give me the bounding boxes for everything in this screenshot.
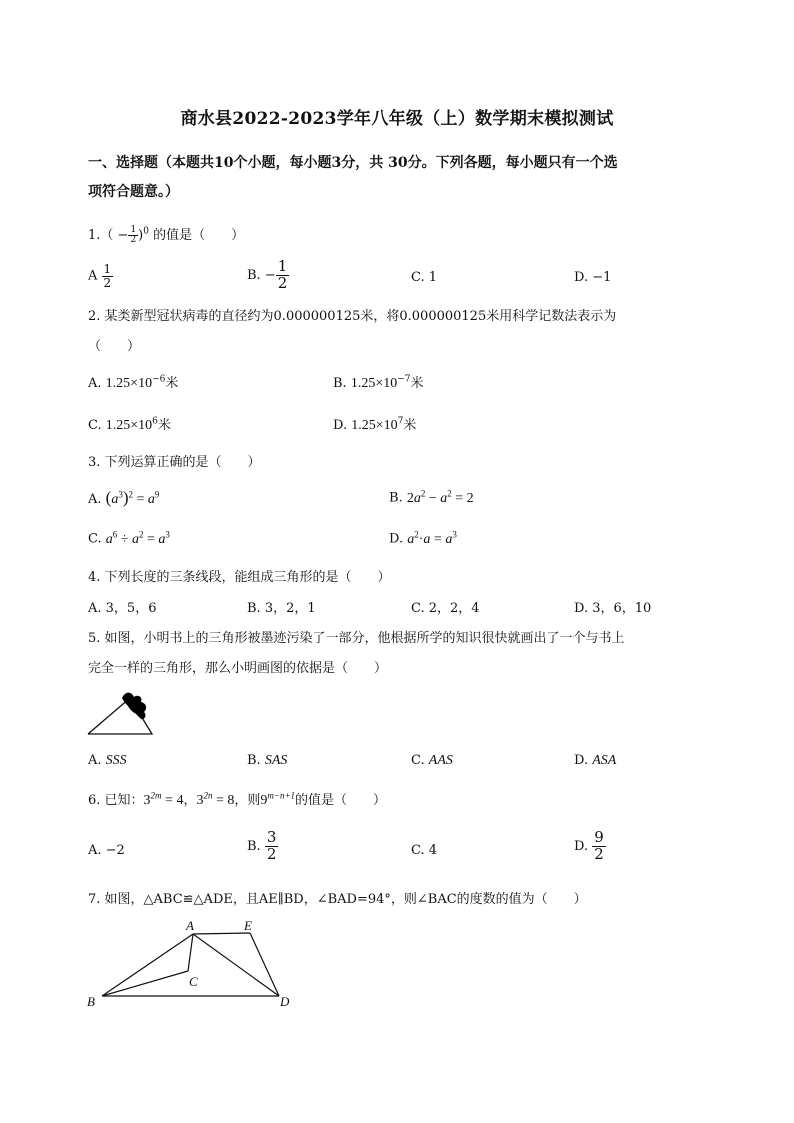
q6-option-b: B. $\frac{3}{2}$ — [247, 828, 277, 863]
q5-option-c: C. AAS — [411, 753, 453, 768]
q3-option-a: A. $(a^3)^2 = a^9$ — [88, 488, 160, 507]
q5-option-b: B. SAS — [247, 753, 288, 768]
question-3: 3. 下列运算正确的是（ ） — [88, 455, 261, 470]
q2-option-c: C. $1.25\times 10^6$米 — [88, 416, 171, 433]
q1-option-d: D. −1 — [574, 270, 612, 285]
label-d: D — [280, 994, 290, 1009]
label-e: E — [244, 918, 252, 933]
ink-stained-triangle-figure — [86, 688, 158, 738]
q4-option-c: C. 2，2，4 — [411, 601, 480, 616]
q6-option-d: D. $\frac{9}{2}$ — [574, 828, 604, 863]
label-b: B — [87, 994, 95, 1009]
q5-option-a: A. SSS — [88, 753, 127, 768]
q4-option-a: A. 3，5，6 — [88, 601, 157, 616]
section-heading-line1: 一、选择题（本题共10个小题，每小题3分，共 30分。下列各题，每小题只有一个选 — [88, 155, 618, 171]
question-6: 6. 已知：$3^{2m} = 4$，$3^{2n} = 8$，则$9^{m-n+1}$的值是（ ） — [88, 790, 387, 808]
label-c: C — [189, 974, 198, 989]
question-5-line2: 完全一样的三角形，那么小明画图的依据是（ ） — [88, 661, 388, 676]
q6-option-a: A. −2 — [88, 843, 125, 858]
q6-option-c: C. 4 — [411, 843, 438, 858]
section-heading-line2: 项符合题意。） — [88, 184, 179, 200]
q3-option-c: C. $a^6 \div a^2 = a^3$ — [88, 529, 170, 547]
q1-option-c: C. 1 — [411, 270, 438, 285]
q2-option-d: D. $1.25\times 10^7$米 — [333, 416, 417, 433]
q2-option-b: B. $1.25\times 10^{-7}$米 — [333, 374, 424, 391]
q3-option-b: B. $2a^2 - a^2 = 2$ — [389, 488, 474, 506]
q2-option-a: A. $1.25\times 10^{-6}$米 — [88, 374, 179, 391]
q1-option-a: A $\frac{1}{2}$ — [88, 262, 112, 290]
q1-fraction: $\frac{1}{2}$ — [130, 224, 137, 245]
question-4: 4. 下列长度的三条线段，能组成三角形的是（ ） — [88, 570, 391, 585]
page-title: 商水县2022-2023学年八年级（上）数学期末模拟测试 — [180, 109, 614, 129]
q1-option-b: B. − $\frac{1}{2}$ — [247, 257, 288, 292]
q4-option-b: B. 3，2，1 — [247, 601, 316, 616]
q3-option-d: D. $a^2\cdot a = a^3$ — [389, 529, 457, 547]
question-1: 1.（ − $\frac{1}{2}$ )$^0$ 的值是（ ） — [88, 224, 245, 245]
q4-option-d: D. 3，6，10 — [574, 601, 652, 616]
question-5-line1: 5. 如图，小明书上的三角形被墨迹污染了一部分，他根据所学的知识很快就画出了一个与书上 — [88, 631, 625, 646]
question-2-line2: （ ） — [88, 339, 141, 354]
question-7: 7. 如图，△ABC≌△ADE，且AE∥BD，∠BAD=94°，则∠BAC的度数的值为（ ） — [88, 892, 587, 907]
question-2-line1: 2. 某类新型冠状病毒的直径约为0.000000125米，将0.000000125米用科学记数法表示为 — [88, 309, 617, 324]
triangle-congruence-figure — [84, 914, 298, 1014]
label-a: A — [186, 918, 194, 933]
q5-option-d: D. ASA — [574, 753, 617, 768]
